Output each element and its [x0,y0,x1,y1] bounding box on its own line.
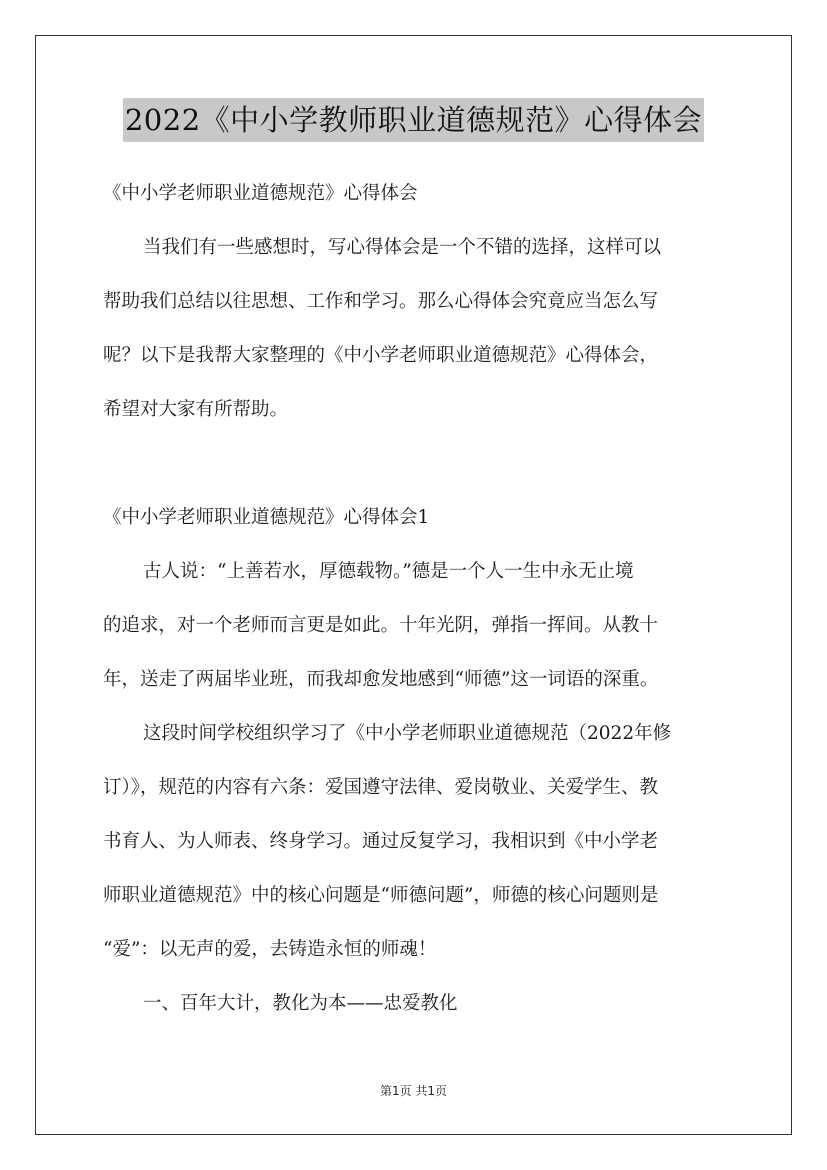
paragraph-line: 呢？以下是我帮大家整理的《中小学老师职业道德规范》心得体会， [103,345,659,366]
paragraph-line: 这段时间学校组织学习了《中小学老师职业道德规范（2022年修 [143,723,672,744]
subtitle-line: 《中小学老师职业道德规范》心得体会 [103,183,418,204]
paragraph-line: 订）》，规范的内容有六条：爱国遵守法律、爱岗敬业、关爱学生、教 [103,777,659,798]
paragraph-line: 当我们有一些感想时，写心得体会是一个不错的选择，这样可以 [143,237,662,258]
title-container [0,98,827,142]
paragraph-line: 帮助我们总结以往思想、工作和学习。那么心得体会究竟应当怎么写 [103,291,659,312]
section-heading: 《中小学老师职业道德规范》心得体会1 [103,507,430,528]
paragraph-line: 年，送走了两届毕业班，而我却愈发地感到“师德”这一词语的深重。 [103,669,659,690]
paragraph-line: “爱”：以无声的爱，去铸造永恒的师魂！ [103,939,437,960]
paragraph-line: 师职业道德规范》中的核心问题是“师德问题”，师德的核心问题则是 [103,885,659,906]
page-footer: 第1页 共1页 [379,1084,448,1098]
paragraph-line: 希望对大家有所帮助。 [103,399,289,420]
document-title: 2022《中小学教师职业道德规范》心得体会 [123,98,704,142]
paragraph-line: 的追求，对一个老师而言更是如此。十年光阴，弹指一挥间。从教十 [103,615,659,636]
section-subheading: 一、百年大计，教化为本——忠爱教化 [143,993,458,1014]
paragraph-line: 古人说：“上善若水，厚德载物。”德是一个人一生中永无止境 [143,561,634,582]
paragraph-line: 书育人、为人师表、终身学习。通过反复学习，我相识到《中小学老 [103,831,659,852]
